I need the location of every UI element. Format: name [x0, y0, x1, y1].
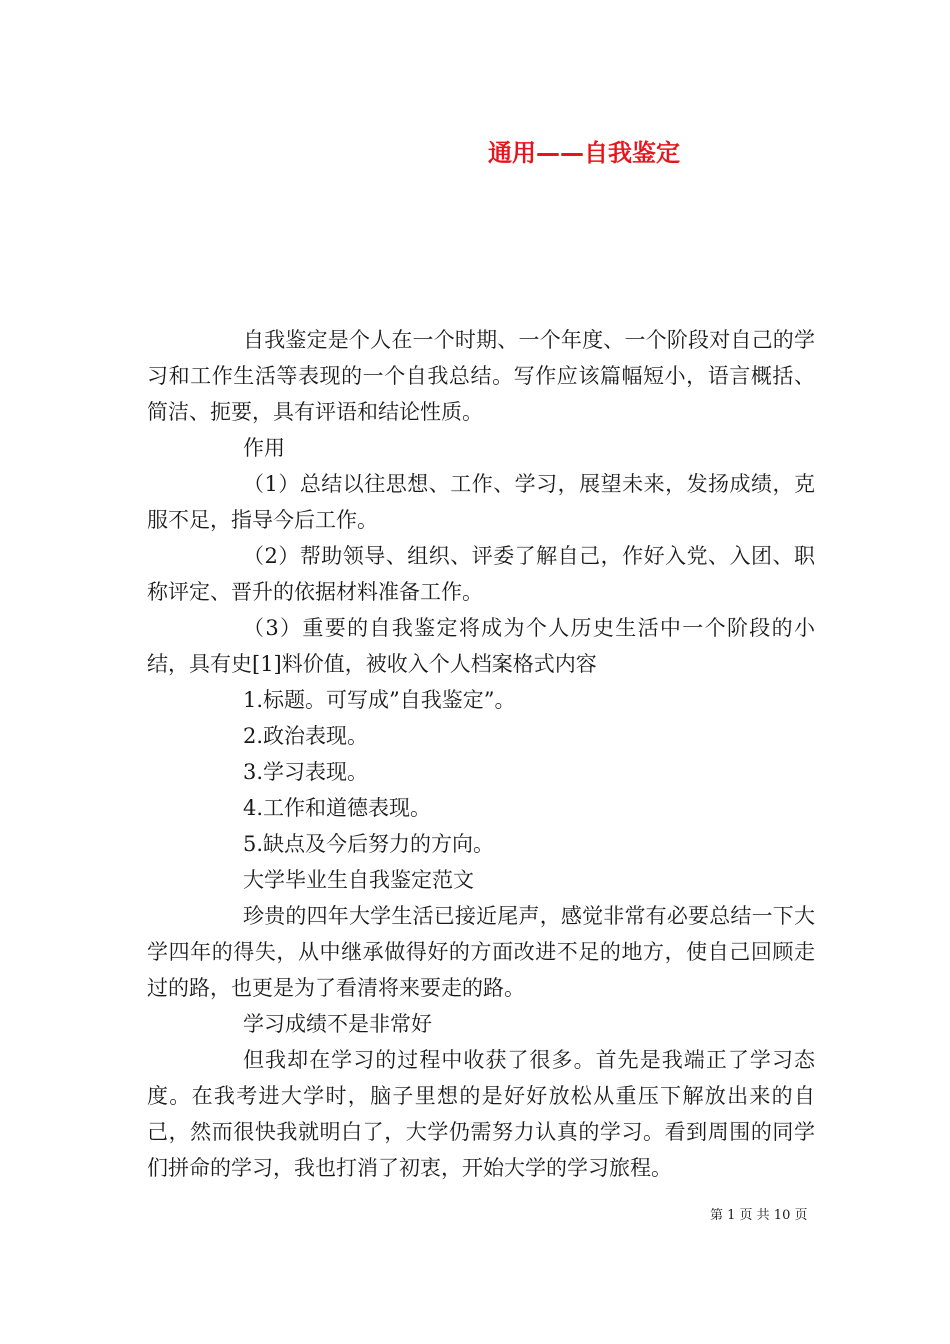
paragraph-intro: 自我鉴定是个人在一个时期、一个年度、一个阶段对自己的学习和工作生活等表现的一个自我总结。写作应该篇幅短小，语言概括、简洁、扼要，具有评语和结论性质。 — [147, 328, 815, 424]
list-item-4: 4.工作和道德表现。 — [243, 796, 432, 820]
heading-function: 作用 — [243, 436, 285, 460]
heading-sample: 大学毕业生自我鉴定范文 — [243, 868, 474, 892]
paragraph-function-1: （1）总结以往思想、工作、学习，展望未来，发扬成绩，克服不足，指导今后工作。 — [147, 472, 815, 532]
page-footer: 第 1 页 共 10 页 — [710, 1208, 808, 1223]
document-title: 通用——自我鉴定 — [488, 139, 680, 167]
document-body — [147, 322, 815, 1186]
list-item-2: 2.政治表现。 — [243, 724, 369, 748]
paragraph-function-2: （2）帮助领导、组织、评委了解自己，作好入党、入团、职称评定、晋升的依据材料准备工作。 — [147, 544, 815, 604]
list-item-5: 5.缺点及今后努力的方向。 — [243, 832, 495, 856]
list-item-1: 1.标题。可写成”自我鉴定”。 — [243, 688, 516, 712]
paragraph-function-3: （3）重要的自我鉴定将成为个人历史生活中一个阶段的小结，具有史[1]料价值，被收入个人档案格式内容 — [147, 616, 815, 676]
paragraph-study: 但我却在学习的过程中收获了很多。首先是我端正了学习态度。在我考进大学时，脑子里想的是好好放松从重压下解放出来的自己，然而很快我就明白了，大学仍需努力认真的学习。看到周围的同学们拼命的学习，我也打消了初衷，开始大学的学习旅程。 — [147, 1048, 815, 1180]
paragraph-sample-intro: 珍贵的四年大学生活已接近尾声，感觉非常有必要总结一下大学四年的得失，从中继承做得好的方面改进不足的地方，使自己回顾走过的路，也更是为了看清将来要走的路。 — [147, 904, 815, 1000]
heading-study: 学习成绩不是非常好 — [243, 1012, 432, 1036]
list-item-3: 3.学习表现。 — [243, 760, 369, 784]
